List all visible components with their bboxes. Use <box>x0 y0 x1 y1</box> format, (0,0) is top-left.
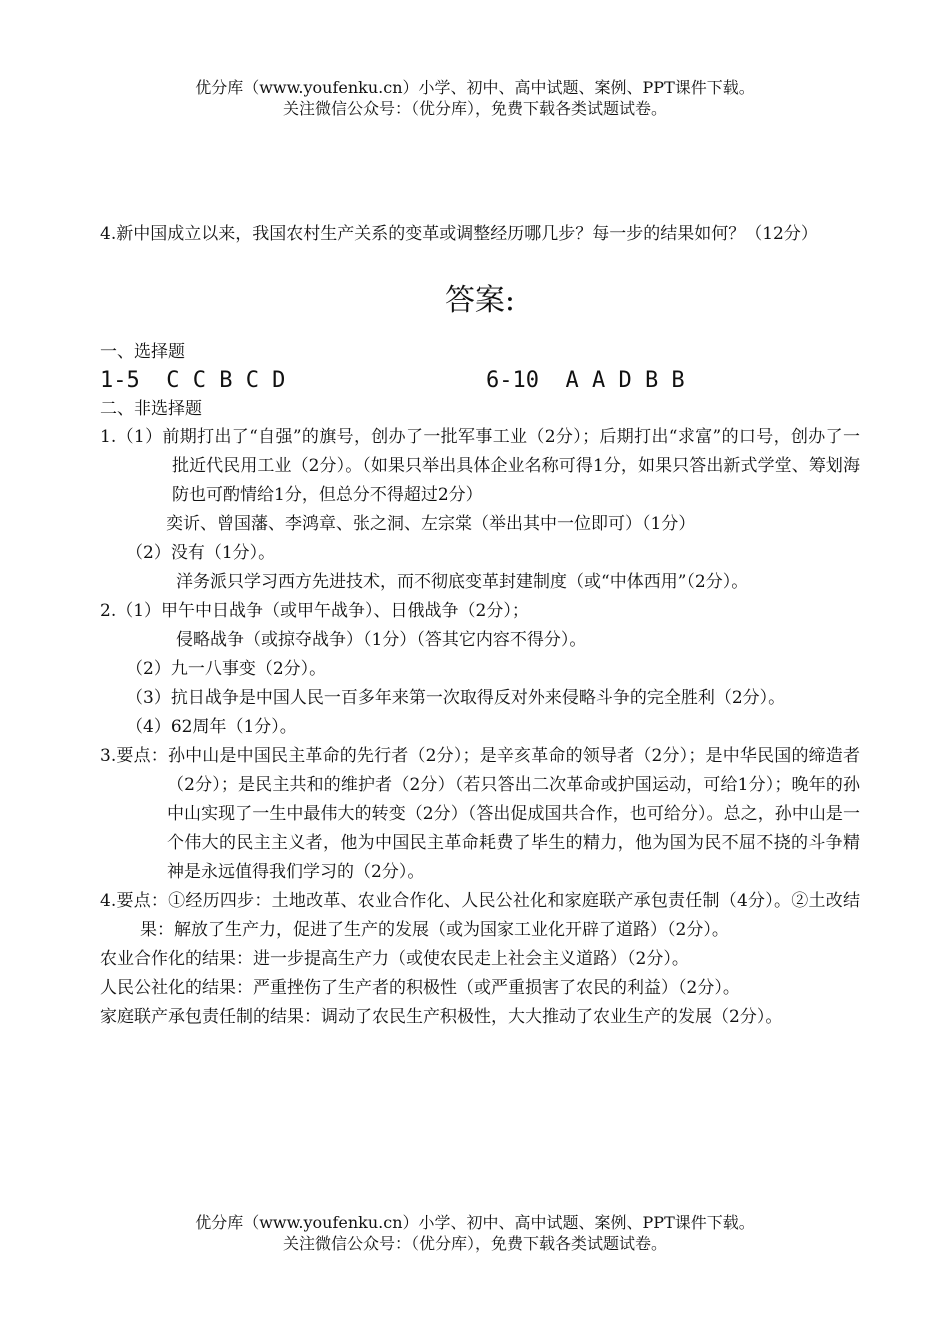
page-footer <box>0 1212 950 1254</box>
answer-3: 3.要点：孙中山是中国民主革命的先行者（2分）；是辛亥革命的领导者（2分）；是中华民国的缔造者（2分）；是民主共和的维护者（2分）（若只答出二次革命或护国运动，可给1分）；晚年的孙中山实现了一生中最伟大的转变（2分）（答出促成国共合作，也可给分）。总之，孙中山是一个伟大的民主主义者，他为中国民主革命耗费了毕生的精力，他为国为民不屈不挠的斗争精神是永远值得我们学习的（2分）。 <box>100 746 860 882</box>
section-non-choice-heading: 二、非选择题 <box>100 399 202 419</box>
answer-2-part-4: （4）62周年（1分）。 <box>126 717 297 737</box>
header-line-2: 关注微信公众号：（优分库），免费下载各类试题试卷。 <box>282 99 667 118</box>
question-4: 4.新中国成立以来，我国农村生产关系的变革或调整经历哪几步？每一步的结果如何？（12分） <box>100 224 818 244</box>
answer-1-part-1: 1.（1）前期打出了“自强”的旗号，创办了一批军事工业（2分）；后期打出“求富”的口号，创办了一批近代民用工业（2分）。（如果只举出具体企业名称可得1分，如果只答出新式学堂、筹划海防也可酌情给1分，但总分不得超过2分） <box>100 427 860 505</box>
mc-answers-6-10: 6-10 A A D B B <box>486 368 685 393</box>
answer-2-part-1-nature: 侵略战争（或掠夺战争）（1分）（答其它内容不得分）。 <box>176 630 587 650</box>
section-multiple-choice-heading: 一、选择题 <box>100 342 185 362</box>
answer-4-main: 4.要点：①经历四步：土地改革、农业合作化、人民公社化和家庭联产承包责任制（4分）。②土改结果：解放了生产力，促进了生产的发展（或为国家工业化开辟了道路）（2分）。 <box>100 891 860 940</box>
answer-2-part-2: （2）九一八事变（2分）。 <box>126 659 327 679</box>
footer-line-1: 优分库（www.youfenku.cn）小学、初中、高中试题、案例、PPT课件下载。 <box>195 1213 755 1232</box>
multiple-choice-answers <box>100 366 860 396</box>
answer-4-household: 家庭联产承包责任制的结果：调动了农民生产积极性，大大推动了农业生产的发展（2分）。 <box>100 1007 783 1027</box>
answer-4-cooperative: 农业合作化的结果：进一步提高生产力（或使农民走上社会主义道路）（2分）。 <box>100 949 689 969</box>
footer-line-2: 关注微信公众号：（优分库），免费下载各类试题试卷。 <box>282 1234 667 1253</box>
answer-title: 答案: <box>444 283 516 318</box>
page-header <box>0 77 950 119</box>
answer-1-part-2: （2）没有（1分）。 <box>126 543 276 563</box>
document-body <box>100 220 860 1032</box>
header-line-1: 优分库（www.youfenku.cn）小学、初中、高中试题、案例、PPT课件下载。 <box>195 78 755 97</box>
answer-2-part-3: （3）抗日战争是中国人民一百多年来第一次取得反对外来侵略斗争的完全胜利（2分）。 <box>126 688 786 708</box>
mc-answers-1-5: 1-5 C C B C D <box>100 368 286 393</box>
answer-1-names: 奕䜣、曾国藩、李鸿章、张之洞、左宗棠（举出其中一位即可）（1分） <box>166 514 696 534</box>
answer-4-commune: 人民公社化的结果：严重挫伤了生产者的积极性（或严重损害了农民的利益）（2分）。 <box>100 978 740 998</box>
answer-2-part-1: 2.（1）甲午中日战争（或甲午战争）、日俄战争（2分）； <box>100 601 529 621</box>
answer-1-part-2-reason: 洋务派只学习西方先进技术，而不彻底变革封建制度（或“中体西用”（2分）。 <box>176 572 749 592</box>
